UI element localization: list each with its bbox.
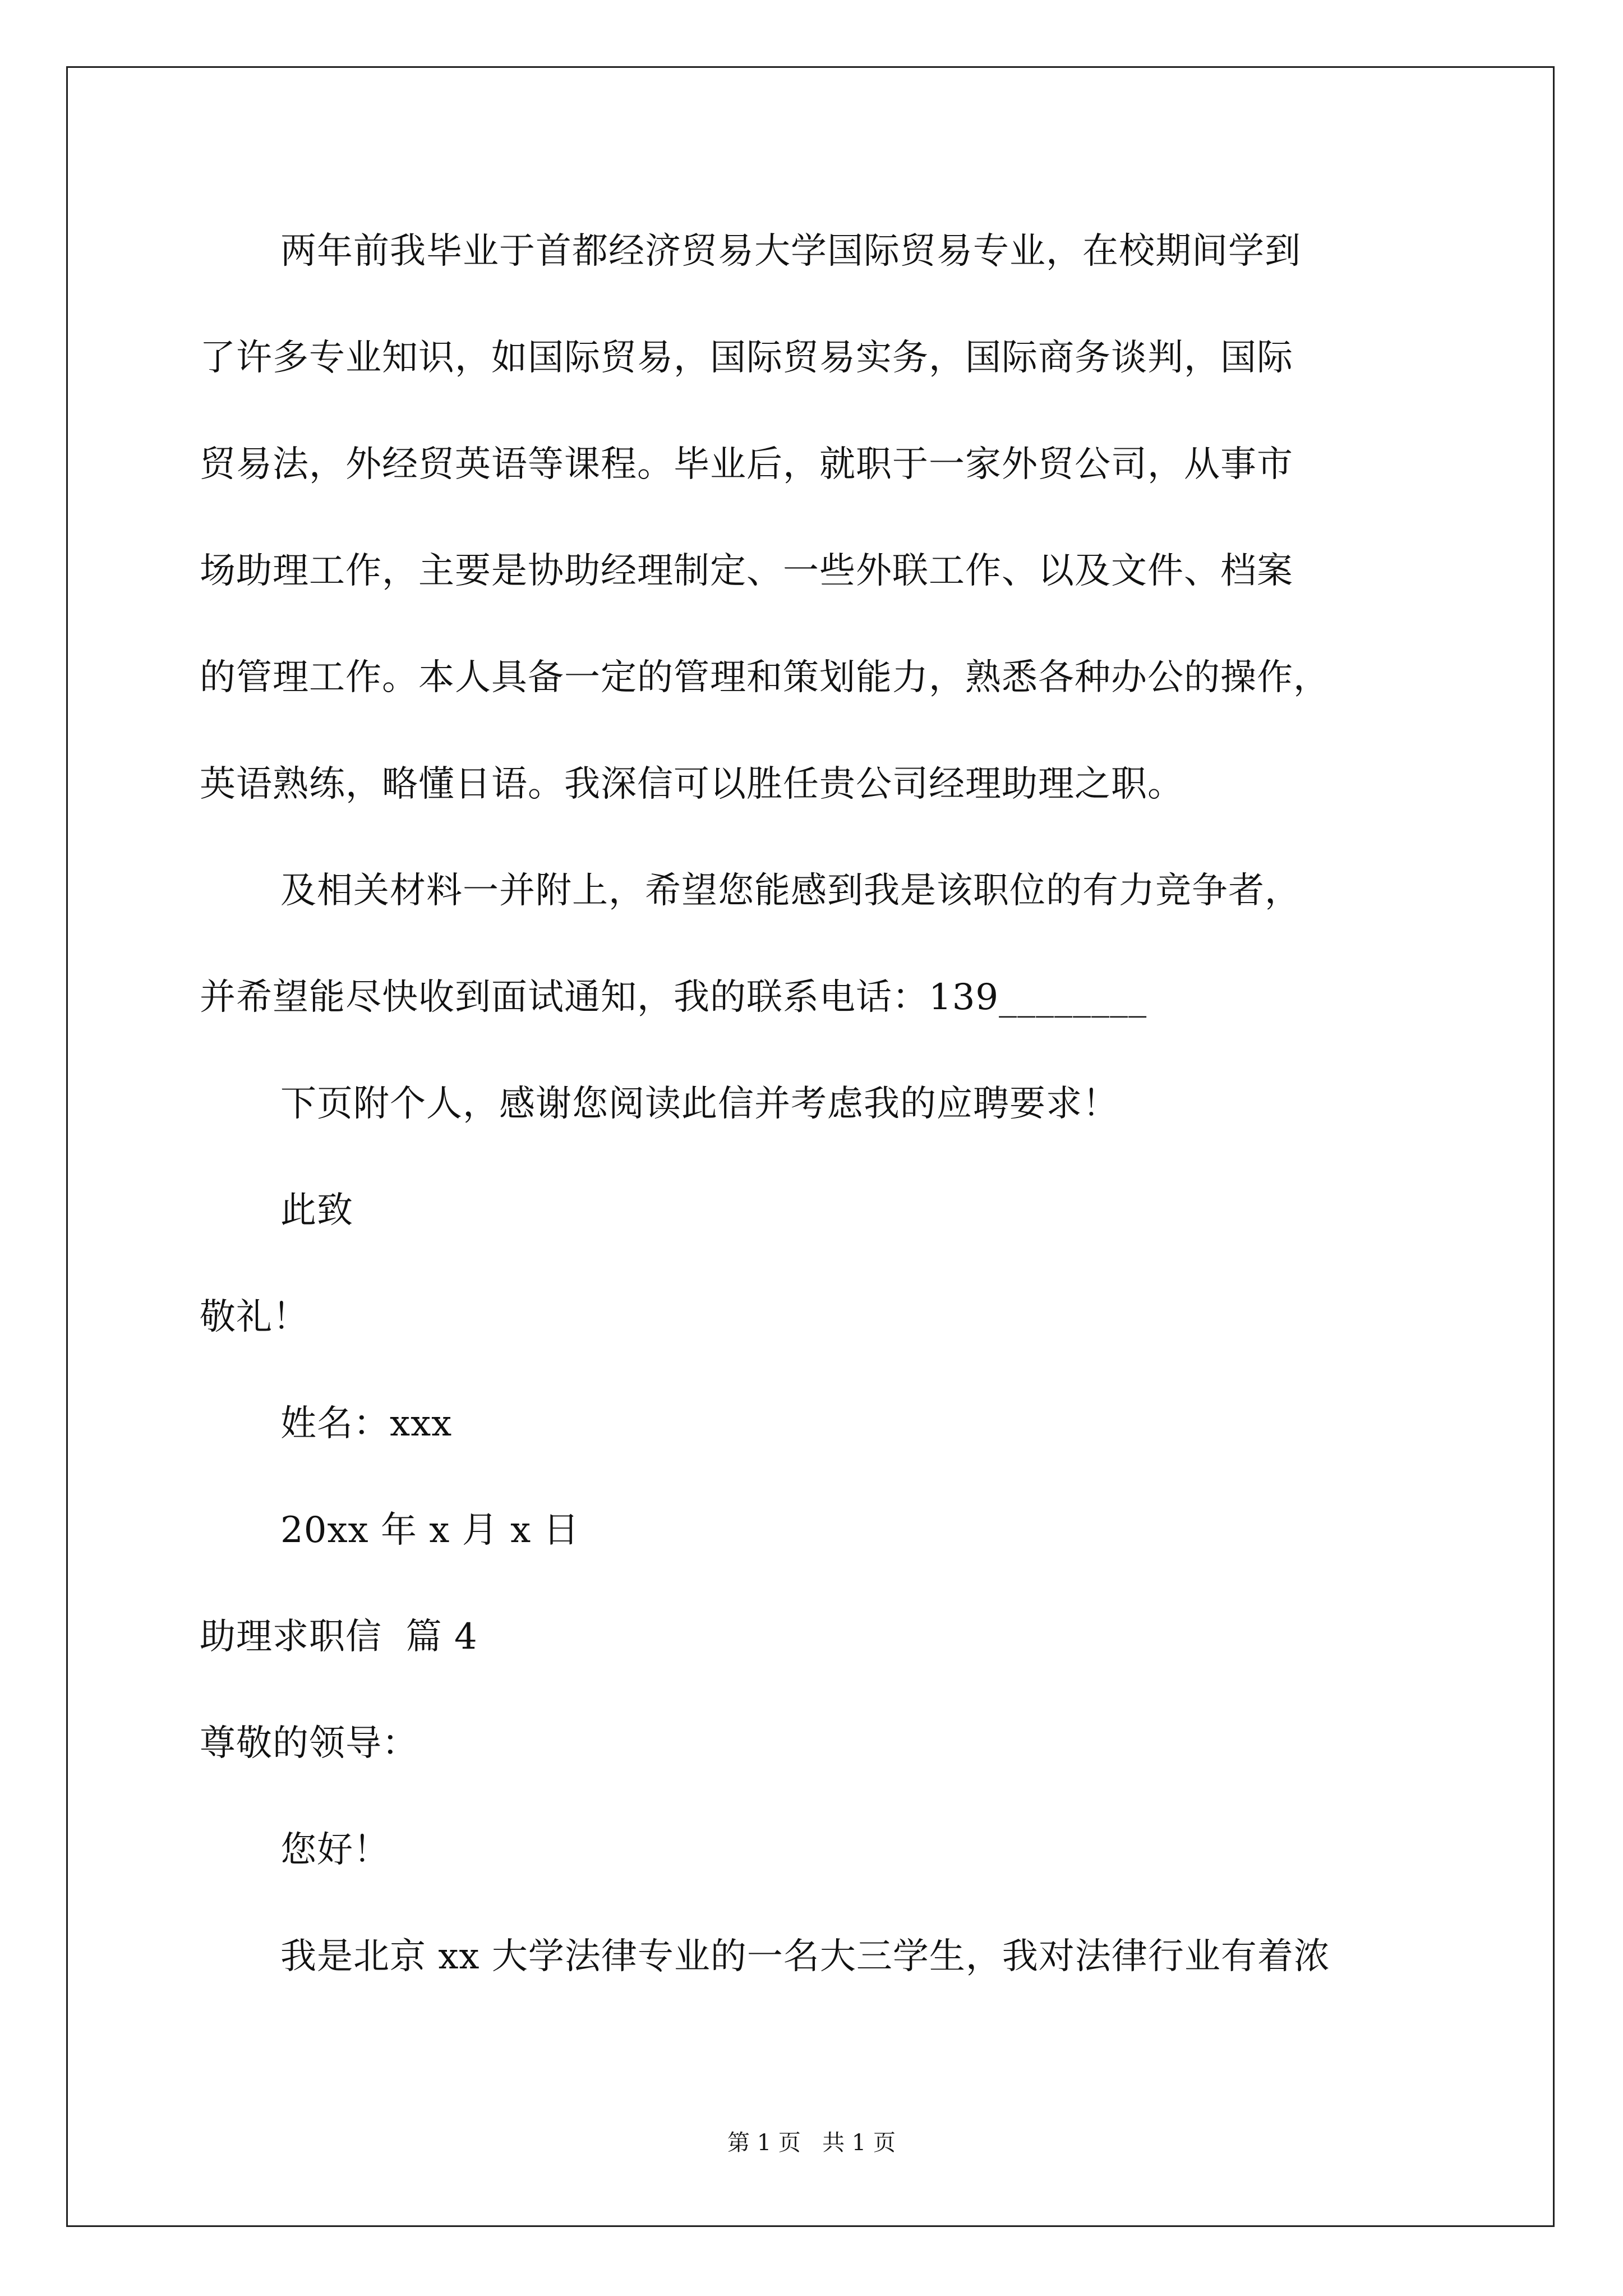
paragraph-3: 下页附个人，感谢您阅读此信并考虑我的应聘要求！ bbox=[280, 1083, 1119, 1125]
page-footer: 第 1 页 共 1 页 bbox=[727, 2130, 896, 2156]
page-border bbox=[66, 66, 1555, 2227]
paragraph-1-line-3: 贸易法，外经贸英语等课程。毕业后，就职于一家外贸公司，从事市 bbox=[200, 444, 1293, 485]
paragraph-1-line-5: 的管理工作。本人具备一定的管理和策划能力，熟悉各种办公的操作， bbox=[200, 657, 1330, 698]
paragraph-2-line-1: 及相关材料一并附上，希望您能感到我是该职位的有力竞争者， bbox=[280, 870, 1301, 912]
paragraph-1-line-4: 场助理工作，主要是协助经理制定、一些外联工作、以及文件、档案 bbox=[200, 550, 1293, 592]
salutation: 尊敬的领导： bbox=[200, 1723, 418, 1764]
closing-line-1: 此致 bbox=[280, 1190, 353, 1231]
signature-date: 20xx 年 x 月 x 日 bbox=[280, 1510, 580, 1551]
closing-line-2: 敬礼！ bbox=[200, 1296, 309, 1338]
signature-name: 姓名：xxx bbox=[280, 1403, 453, 1444]
greeting: 您好！ bbox=[280, 1829, 390, 1871]
paragraph-1-line-2: 了许多专业知识，如国际贸易，国际贸易实务，国际商务谈判，国际 bbox=[200, 337, 1293, 379]
paragraph-2-line-2: 并希望能尽快收到面试通知，我的联系电话：139________ bbox=[200, 977, 1147, 1018]
section-heading: 助理求职信 篇 4 bbox=[200, 1616, 478, 1658]
paragraph-1-line-6: 英语熟练，略懂日语。我深信可以胜任贵公司经理助理之职。 bbox=[200, 763, 1184, 805]
paragraph-4-line-1: 我是北京 xx 大学法律专业的一名大三学生，我对法律行业有着浓 bbox=[280, 1936, 1330, 1977]
paragraph-1-line-1: 两年前我毕业于首都经济贸易大学国际贸易专业，在校期间学到 bbox=[280, 231, 1301, 272]
